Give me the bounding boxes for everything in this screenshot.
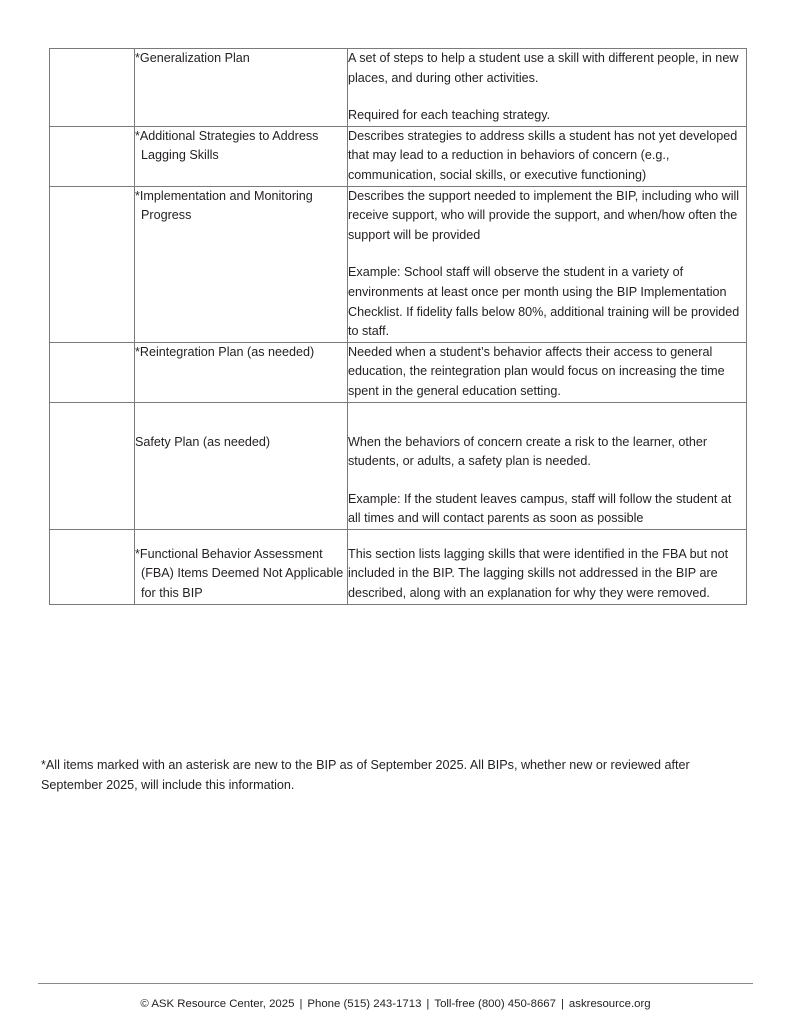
row-blank-cell	[50, 126, 135, 186]
table-row	[50, 186, 747, 342]
table-row	[50, 529, 747, 604]
section-description-cell	[348, 49, 747, 127]
footer-divider	[38, 983, 753, 984]
description-paragraph: This section lists lagging skills that were identified in the FBA but not included in the BIP. The lagging skills not addressed in the BIP are described, along with an explanation for why they were removed.	[348, 546, 729, 601]
table-row	[50, 49, 747, 127]
section-label-cell	[135, 186, 348, 342]
description-paragraph: Example: If the student leaves campus, staff will follow the student at all times and will contact parents as soon as possible	[348, 491, 732, 526]
section-label-cell	[135, 126, 348, 186]
description-paragraph: A set of steps to help a student use a skill with different people, in new places, and during other activities.	[348, 51, 739, 85]
table-row	[50, 402, 747, 529]
row-blank-cell	[50, 342, 135, 402]
row-blank-cell	[50, 529, 135, 604]
page-footer	[0, 996, 791, 1012]
footer-tollfree: Toll-free (800) 450-8667	[434, 998, 556, 1010]
description-paragraph: Required for each teaching strategy.	[348, 108, 551, 123]
footer-separator: |	[426, 998, 430, 1010]
description-paragraph: Example: School staff will observe the student in a variety of environments at least once per month using the BIP Implementation Checklist. If fidelity falls below 80%, additional training will be provided to staff.	[348, 265, 740, 339]
description-paragraph: Describes strategies to address skills a student has not yet developed that may lead to a reduction in behaviors of concern (e.g., communication, social skills, or executive functioning)	[348, 128, 738, 182]
section-label-text: *Implementation and Monitoring Progress	[135, 188, 313, 223]
row-blank-cell	[50, 186, 135, 342]
row-blank-cell	[50, 402, 135, 529]
section-label-cell	[135, 49, 348, 127]
section-label-text: *Reintegration Plan (as needed)	[135, 344, 315, 359]
table-row	[50, 342, 747, 402]
section-description-cell	[348, 126, 747, 186]
footer-separator: |	[560, 998, 564, 1010]
footer-copyright: © ASK Resource Center, 2025	[140, 998, 295, 1010]
section-label-text: *Functional Behavior Assessment (FBA) Items Deemed Not Applicable for this BIP	[135, 546, 344, 600]
section-label-cell	[135, 529, 348, 604]
section-label-text: *Additional Strategies to Address Lagging Skills	[135, 128, 319, 163]
description-paragraph: Describes the support needed to implement the BIP, including who will receive support, who will provide the support, and when/how often the support will be provided	[348, 188, 740, 242]
footer-phone: Phone (515) 243-1713	[307, 998, 422, 1010]
bip-sections-table	[49, 48, 747, 605]
footer-separator: |	[299, 998, 303, 1010]
description-paragraph: Needed when a student’s behavior affects their access to general education, the reintegration plan would focus on increasing the time spent in the general education setting.	[348, 344, 725, 398]
section-label-cell	[135, 342, 348, 402]
footer-website: askresource.org	[568, 998, 651, 1010]
description-paragraph: When the behaviors of concern create a risk to the learner, other students, or adults, a safety plan is needed.	[348, 434, 708, 469]
row-blank-cell	[50, 49, 135, 127]
section-label-cell	[135, 402, 348, 529]
table-body	[50, 49, 747, 605]
table-row	[50, 126, 747, 186]
section-description-cell	[348, 186, 747, 342]
section-label-text: *Generalization Plan	[135, 51, 250, 65]
section-description-cell	[348, 402, 747, 529]
asterisk-note: *All items marked with an asterisk are new to the BIP as of September 2025. All BIPs, whether new or reviewed after September 2025, will include this information.	[41, 758, 690, 792]
section-description-cell	[348, 342, 747, 402]
section-label-text: Safety Plan (as needed)	[135, 434, 271, 449]
section-description-cell	[348, 529, 747, 604]
